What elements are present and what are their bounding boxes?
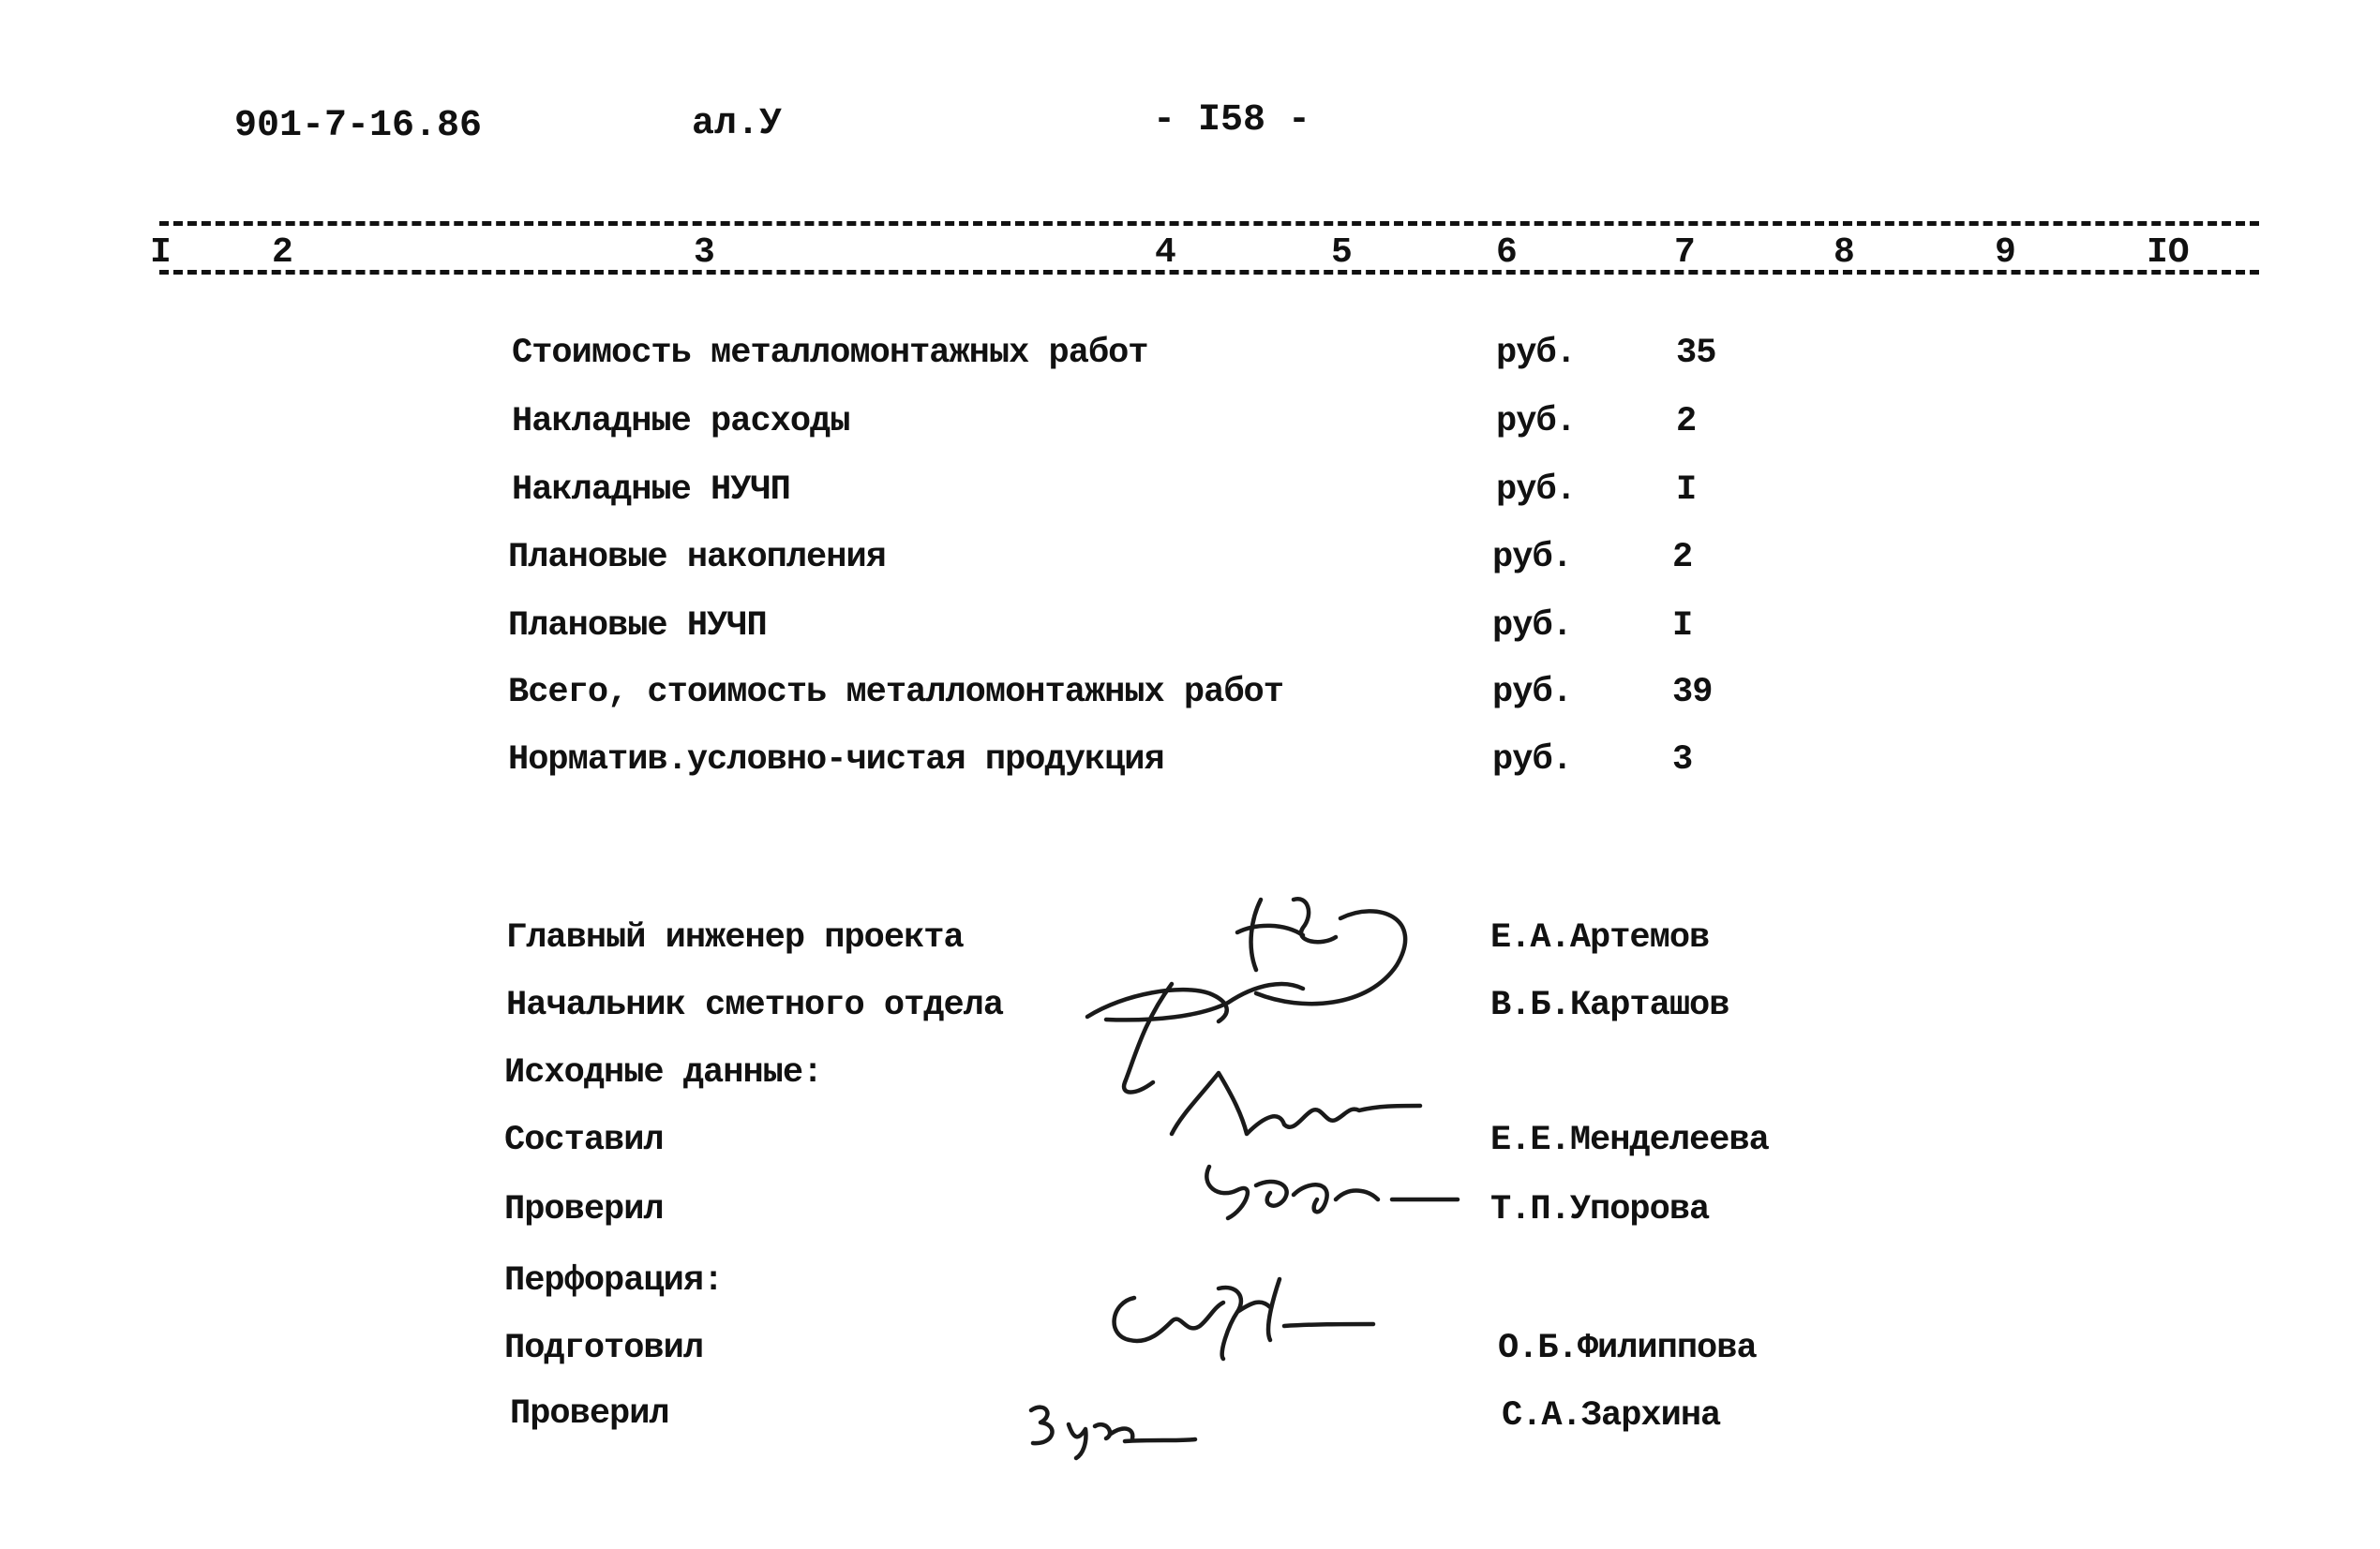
column-number: IO (2147, 232, 2190, 273)
page-number: - I58 - (1153, 99, 1311, 141)
column-number: 4 (1155, 232, 1176, 273)
cost-unit: руб. (1492, 538, 1572, 577)
approval-role: Главный инженер проекта (506, 918, 964, 958)
approval-role: Проверил (504, 1190, 664, 1229)
cost-label: Стоимость металломонтажных работ (512, 334, 1148, 373)
cost-unit: руб. (1492, 673, 1572, 712)
column-number: I (150, 232, 172, 273)
cost-label: Плановые накопления (508, 538, 886, 577)
column-number: 2 (272, 232, 293, 273)
cost-unit: руб. (1496, 402, 1576, 441)
cost-unit: руб. (1492, 740, 1572, 780)
document-code: 901-7-16.86 (234, 105, 483, 147)
approval-role: Начальник сметного отдела (506, 986, 1004, 1025)
approval-name: В.Б.Карташов (1490, 986, 1729, 1025)
signature-preparer (1097, 1270, 1378, 1363)
approval-name: Е.А.Артемов (1490, 918, 1710, 958)
signature-composer (1162, 1059, 1425, 1143)
table-bottom-rule (159, 270, 2259, 275)
approval-name: С.А.Зархина (1502, 1396, 1721, 1436)
cost-value: 39 (1672, 673, 1713, 712)
cost-unit: руб. (1496, 334, 1576, 373)
album-label: ал.У (692, 103, 783, 145)
column-number: 8 (1834, 232, 1855, 273)
cost-value: 2 (1672, 538, 1693, 577)
signature-checker (1190, 1148, 1462, 1232)
approval-name: Т.П.Упорова (1490, 1190, 1710, 1229)
column-number: 6 (1496, 232, 1518, 273)
approval-name: О.Б.Филиппова (1498, 1329, 1757, 1368)
cost-value: I (1672, 606, 1693, 646)
cost-value: 35 (1676, 334, 1716, 373)
column-number: 7 (1674, 232, 1696, 273)
column-number: 5 (1331, 232, 1353, 273)
cost-label: Норматив.условно-чистая продукция (508, 740, 1164, 780)
column-number: 3 (694, 232, 715, 273)
approval-name: Е.Е.Менделеева (1490, 1121, 1769, 1160)
cost-unit: руб. (1496, 470, 1576, 510)
approval-section-heading: Исходные данные: (504, 1053, 823, 1093)
cost-label: Плановые НУЧП (508, 606, 767, 646)
signature-final-checker (1022, 1396, 1200, 1462)
approval-role: Проверил (510, 1394, 669, 1434)
cost-unit: руб. (1492, 606, 1572, 646)
approval-section-heading: Перфорация: (504, 1261, 724, 1301)
cost-value: I (1676, 470, 1697, 510)
cost-value: 2 (1676, 402, 1697, 441)
cost-label: Всего, стоимость металломонтажных работ (508, 673, 1283, 712)
approval-role: Подготовил (504, 1329, 704, 1368)
cost-value: 3 (1672, 740, 1693, 780)
approval-role: Составил (504, 1121, 664, 1160)
column-number: 9 (1995, 232, 2016, 273)
table-top-rule (159, 221, 2259, 226)
cost-label: Накладные НУЧП (512, 470, 790, 510)
cost-label: Накладные расходы (512, 402, 850, 441)
